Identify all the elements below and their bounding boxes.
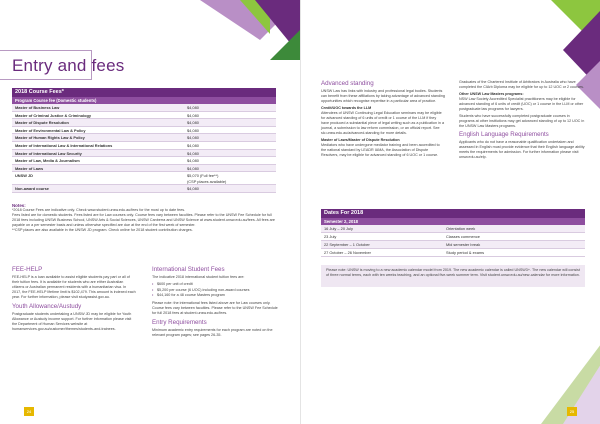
table-row [12,185,276,193]
fees-table-heading: 2018 Course Fees* [12,88,276,97]
intl-fee-bullet: • $44,160 for a 48 course Masters program [152,293,278,299]
fee-value: $4,080 [187,142,199,148]
program-name: Master of Laws [15,165,44,171]
page-number-left: 24 [24,407,34,416]
postgrad-courses-text: Students who have successfully completed postgraduate courses in programs at other institutions may get advanced standing of up to 12 UOC in the UNSW Law Masters programs. [459,114,585,128]
intl-fees-heading: International Student Fees [152,266,225,273]
date-event: Classes commence [446,234,480,239]
table-row [12,157,276,165]
youth-allowance-text: Postgraduate students undertaking a UNSW JD may be eligible for Youth Allowance or Austudy income support. For further information please visit the Department of Human Services website at humanservices.gov.au/customer/themes/students-and-trainees. [12,312,132,331]
right-column-b [459,80,585,162]
fees-table [12,88,276,193]
fees-table-subheading: Program Course fee (Domestic students) [12,97,276,104]
dates-table [321,209,585,257]
llm-mdr-text: Mediators who have undergone mediator training and been accredited to the national standard by LEADR IAMA, the Association of Dispute Resolvers, may be eligible for advanced standing of 6 UOC or 1 course. [321,143,440,157]
fee-value: $4,080 [187,158,199,164]
table-row [12,119,276,127]
fee-value: $4,080 [187,120,199,126]
notes-p1: *2018 Course Fees are indicative only. Check www.student.unsw.edu.au/fees for the most up to date fees. [12,208,186,213]
table-row [12,150,276,158]
fees-notes [12,203,276,234]
program-name: Master of Human Rights Law & Policy [15,135,85,141]
date-range: 16 July – 20 July [324,226,353,231]
program-name: Master of Dispute Resolution [15,120,69,126]
entry-req-heading: Entry Requirements [152,318,207,326]
fee-value: $4,080 [187,186,199,192]
left-column-b [152,266,278,340]
program-fee [187,150,276,157]
intl-fees-note: Please note: the international fees listed above are for Law courses only. Course fees vary between faculties. Please refer to the UNSW Fee Schedule for full 2018 fees at student.unsw.edu.au/fees. [152,300,278,315]
program-fee [187,112,276,119]
fee-note: (CSP places available) [187,178,227,184]
table-row [321,233,585,241]
fee-value: $4,080 [187,165,199,171]
program-fee [187,119,276,126]
advanced-standing-heading: Advanced standing [321,80,374,87]
page-number-right: 25 [567,407,577,416]
table-row [12,142,276,150]
page-title: Entry and fees [12,56,125,75]
notes-p3: **CSP places are also available in the UNSW JD program. Check online for 2018 student contribution charges. [12,228,193,233]
left-column-a [12,266,136,334]
fee-value: $4,080 [187,135,199,141]
program-name: Master of International Law & International Relations [15,142,113,148]
youth-allowance-heading: Youth Allowance/Austudy [12,303,82,310]
right-column-a [321,80,445,160]
program-fee [187,173,276,184]
english-text: Applicants who do not have a reasonable qualification undertaken and assessed in English must provide evidence that their English language ability meets the requirements for admission. For further information please visit unsw.edu.au/elp. [459,140,585,159]
program-name: Master of Criminal Justice & Criminology [15,112,92,118]
program-name: UNSW JD [15,173,33,179]
program-fee [187,104,276,111]
notes-p2: Fees listed are for domestic students. Fees listed are for Law courses only. Course fees vary between faculties. Please refer to the UNSW Fee Schedule for full 2018 fees including UNSW Business School, UNSW Arts & Social Sciences, UNSW Canberra and UNSW Science at www.student.unsw.edu.au/fees. All fees are payable on a per semester basis and unless otherwise specified are due at the end of the first week of semester. [12,213,275,228]
decor-triangle-darkgreen [270,30,300,60]
graduates-text: Graduates of the Chartered Institute of Arbitrators in Australia who have completed the CIArb Diploma may be eligible for up to 12 UOC or 2 courses. [459,80,585,89]
date-event: Orientation week [446,226,476,231]
program-name: Master of International Law Security [15,150,82,156]
calendar-notice: Please note: UNSW is moving to a new academic calendar model from 2019. The new academic calendar is called UNSW3+. The new calendar will consist of three normal terms, each with ten weeks teaching, and an optional five-week summer term. Visit student.unsw.edu.au/new-calendar for more information. [321,265,585,287]
intl-fee-bullet: • $600 per unit of credit [152,282,278,288]
table-row [321,241,585,249]
program-fee [187,157,276,164]
fee-value: $4,080 [187,150,199,156]
table-row [321,249,585,257]
fee-value: $4,080 [187,112,199,118]
program-name: Master of Business Law [15,105,60,110]
date-range: 27 October – 26 November [324,250,371,255]
program-fee [187,127,276,134]
program-fee [187,185,276,192]
credit-uoc-text: Attendees of UNSW Continuing Legal Education seminars may be eligible for advanced standing of 6 units of credit or 1 course of the LLM if they have produced a substantial piece of legal writing such as a publication in a journal, a submission to law reform commission, or an official report. See slc.unsw.edu.au/advanced-standing for more details. [321,111,444,135]
program-fee [187,165,276,172]
table-row [12,134,276,142]
table-row [321,225,585,233]
fee-value: $5,070 (Full fee**) [187,173,219,179]
date-range: 23 July [324,234,337,239]
date-range: 22 September – 1 October [324,242,370,247]
program-name: Master of Environmental Law & Policy [15,127,86,133]
table-row [12,104,276,112]
intl-fee-bullet: • $5,200 per course (6 UOC) including non-award courses [152,288,278,294]
other-programs-heading: Other UNSW Law Masters programs: [459,92,524,96]
intl-fees-intro: The indicative 2018 international student tuition fees are: [152,275,245,279]
advanced-standing-text: UNSW Law has links with industry and professional legal bodies. Students can benefit from these affiliations by taking advantage of advanced standing opportunities which recognise expertise in a particular area of practice. [321,89,445,103]
notes-heading: Notes: [12,203,26,208]
entry-req-text: Minimum academic entry requirements for each program are noted on the relevant program pages; see pages 26-35. [152,327,273,337]
fee-value: $4,080 [187,105,199,110]
program-name: Master of Law, Media & Journalism [15,158,80,164]
dates-table-heading: Dates For 2018 [321,209,585,218]
program-fee [187,134,276,141]
table-row [12,165,276,173]
program-name: Non-award course [15,186,49,192]
fee-help-text: FEE-HELP is a loan available to assist eligible students pay part or all of their tuition fees. It is available for students who are either Australian citizens or Australian permanent residents with a humanitarian visa. In 2017, the FEE-HELP lifetime limit is $102,479. This amount is indexed each year. For further information, please visit studyassist.gov.au. [12,275,136,299]
table-row [12,112,276,120]
credit-uoc-heading: Credit/UOC towards the LLM [321,106,372,110]
table-row [12,172,276,185]
program-fee [187,142,276,149]
llm-mdr-heading: Master of Laws/Master of Dispute Resolution [321,138,400,142]
dates-table-subheading: Semester 2, 2018 [321,218,585,225]
fee-value: $4,080 [187,127,199,133]
right-page [300,0,600,424]
other-programs-text: NSW Law Society Accredited Specialist practitioners may be eligible for advanced standing of 6 units of credit (UOC) or 1 course in the LLM or other postgraduate law programs for lawyers. [459,97,584,111]
fee-help-heading: FEE-HELP [12,266,43,273]
english-heading: English Language Requirements [459,131,549,138]
date-event: Mid semester break [446,242,481,247]
table-row [12,127,276,135]
date-event: Study period & exams [446,250,485,255]
